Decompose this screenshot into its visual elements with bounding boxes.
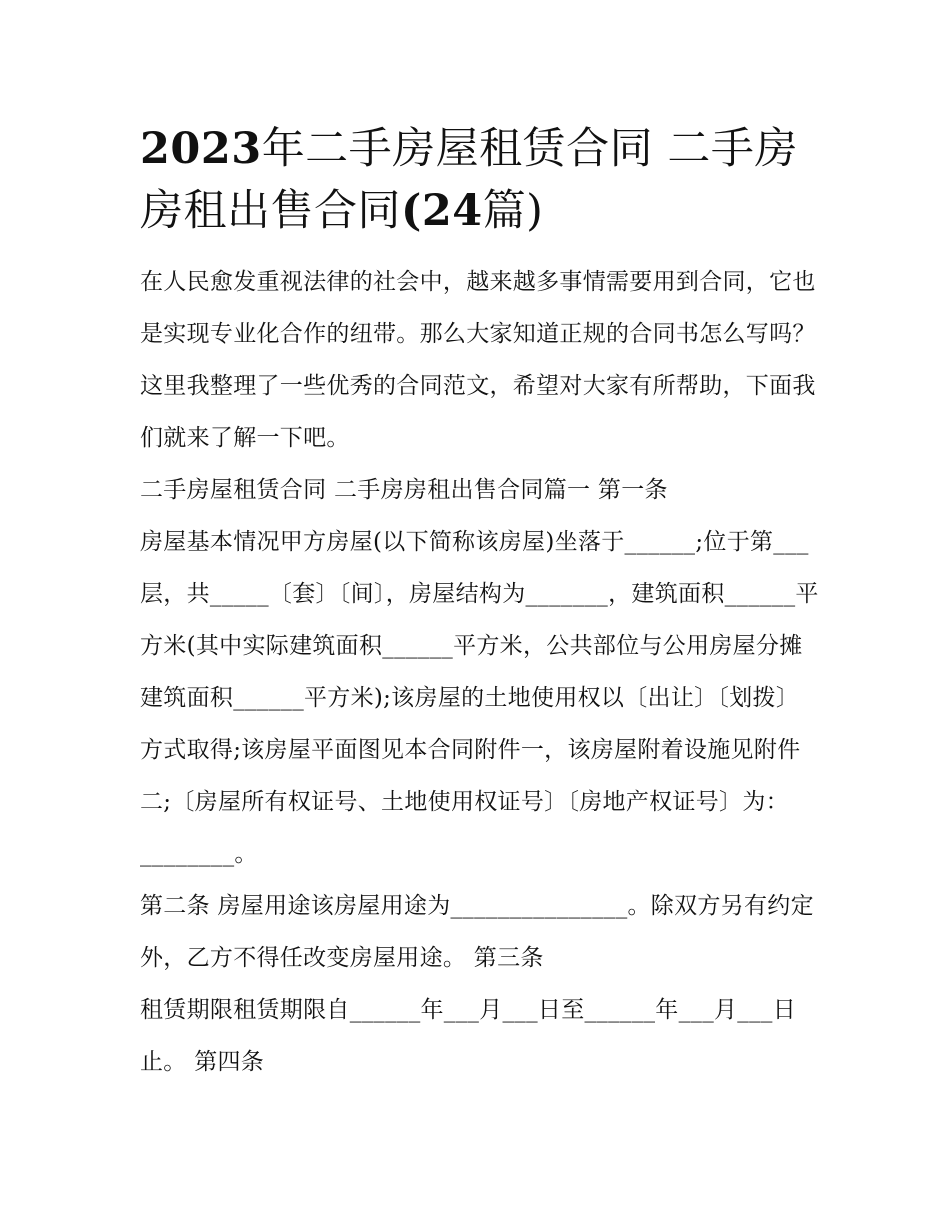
intro-paragraph: 在人民愈发重视法律的社会中，越来越多事情需要用到合同，它也是实现专业化合作的纽带。那么大家知道正规的合同书怎么写吗？这里我整理了一些优秀的合同范文，希望对大家有所帮助，下面我们就来了解一下吧。 — [140, 269, 816, 451]
title-year: 2023 — [140, 124, 262, 174]
title-count-unit: 篇) — [482, 186, 544, 236]
document-page — [140, 118, 820, 1088]
section-heading: 二手房屋租赁合同 二手房房租出售合同篇一 第一条 — [140, 477, 668, 503]
article-2-paragraph: 第二条 房屋用途该房屋用途为_______________。除双方另有约定外，乙方不得任改变房屋用途。 第三条 — [140, 893, 814, 971]
document-title — [140, 118, 800, 242]
title-text: 年二手房屋租赁合同 二手房房租出售合同 — [140, 124, 798, 236]
title-count: (24 — [401, 186, 483, 236]
article-1-paragraph: 房屋基本情况甲方房屋(以下简称该房屋)坐落于______;位于第___层，共_____〔套〕〔间〕，房屋结构为_______，建筑面积______平方米(其中实际建筑面积______平方米，公共部位与公用房屋分摊建筑面积______平方米);该房屋的土地使用权以〔出让〕〔划拨〕方式取得;该房屋平面图见本合同附件一，该房屋附着设施见附件二;〔房屋所有权证号、土地使用权证号〕〔房地产权证号〕为：________。 — [140, 529, 819, 867]
article-3-paragraph: 租赁期限租赁期限自______年___月___日至______年___月___日止。 第四条 — [140, 997, 796, 1075]
